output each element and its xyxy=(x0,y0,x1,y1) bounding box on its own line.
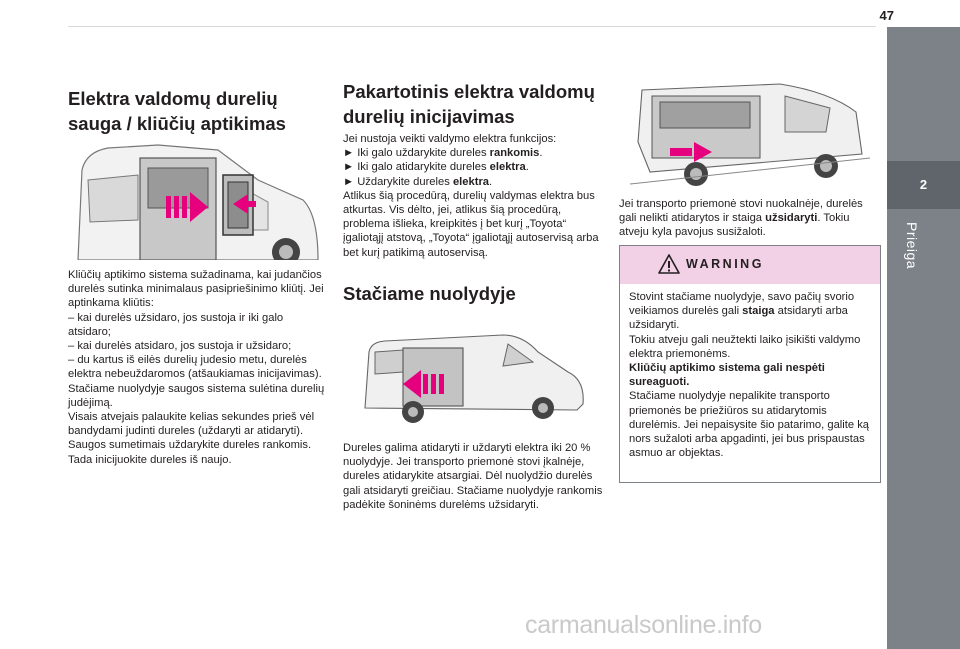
watermark: carmanualsonline.info xyxy=(525,611,762,639)
arrow-icon: ► xyxy=(343,147,355,160)
column-3-text xyxy=(619,197,881,240)
paragraph: Atlikus šią procedūrą, durelių valdymas elektra bus atkurtas. Vis dėlto, jei, atlikus šią procedūrą, problema išlieka, kreipkitės į bet kurį „Toyota“ įgaliotąjį atstovą, „Toyota“ įgaliotąjį autoservisą arba bet kurį patikimą autoservisą. xyxy=(343,189,599,259)
side-tab-upper xyxy=(887,27,960,161)
text-segment: Jei transporto priemonė stovi nuokalnėje, durelės gali nelikti atidarytos ir staiga xyxy=(619,198,863,225)
step-bold: elektra xyxy=(489,161,526,174)
van-downhill-illustration xyxy=(630,82,870,188)
paragraph: Jei nustoja veikti valdymo elektra funkcijos: xyxy=(343,133,557,145)
column-2-slope-text xyxy=(343,441,605,512)
step-text: Iki galo atidarykite dureles xyxy=(357,161,490,174)
van-slope-illustration xyxy=(363,332,588,432)
warning-title: WARNING xyxy=(686,257,764,271)
step-end: . xyxy=(525,161,529,174)
heading-reinit: Pakartotinis elektra valdomų durelių inicijavimas xyxy=(343,81,595,127)
step-end: . xyxy=(539,147,543,160)
warning-body xyxy=(620,284,880,460)
step-text: Uždarykite dureles xyxy=(357,175,453,188)
column-1 xyxy=(68,86,328,136)
paragraph xyxy=(629,290,870,333)
side-tab-lower xyxy=(887,209,960,649)
section-tab[interactable]: 2 xyxy=(887,161,960,209)
step-text: Iki galo uždarykite dureles xyxy=(357,147,490,160)
heading-door-safety: Elektra valdomų durelių sauga / kliūčių aptikimas xyxy=(68,88,286,134)
step-end: . xyxy=(489,175,493,188)
step-bold: elektra xyxy=(452,175,490,188)
paragraph: Saugos sumetimais uždarykite dureles rankomis. Tada inicijuokite dureles iš naujo. xyxy=(68,439,312,466)
paragraph: Visais atvejais palaukite kelias sekundes prieš vėl bandydami judinti dureles (uždaryti ar atidaryti). xyxy=(68,411,315,438)
paragraph: Kliūčių aptikimo sistema sužadinama, kai judančios durelės sutinka minimalaus pasipriešinimo kliūtį. Jei aptinkama kliūtis: xyxy=(68,269,324,310)
step-bold: rankomis xyxy=(489,147,540,160)
text-bold: staiga xyxy=(742,305,775,318)
text-segment: Stovint stačiame nuolydyje, savo pačių svorio veikiamos durelės gali xyxy=(629,291,855,318)
section-label: Prieiga xyxy=(904,222,920,270)
column-2 xyxy=(343,79,605,306)
paragraph: Tokiu atveju gali neužtekti laiko įsikišti valdymo elektra priemonėms. xyxy=(629,333,861,360)
header-rule xyxy=(68,26,876,27)
paragraph: Dureles galima atidaryti ir uždaryti elektra iki 20 % nuolydyje. Jei transporto priemonė stovi įkalnėje, dureles atidarykite atsargiai. Dėl nuolydžio durelės gali atsidaryti greičiau. Stačiame nuolydyje rankomis padėkite šoninėms durelėms užsidaryti. xyxy=(343,442,603,511)
page-number: 47 xyxy=(879,8,894,23)
arrow-icon: ► xyxy=(343,161,355,174)
list-item: – kai durelės užsidaro, jos sustoja ir iki galo atsidaro; xyxy=(68,311,284,338)
list-item: – kai durelės atsidaro, jos sustoja ir užsidaro; xyxy=(68,340,292,353)
paragraph: Stačiame nuolydyje nepalikite transporto priemonės be priežiūros su atidarytomis durelėmis. Jei nepaisysite šio patarimo, galite ką nors sužaloti arba apgadinti, jei bus prispaustas asmuo ar objektas. xyxy=(629,390,870,460)
paragraph xyxy=(619,197,881,240)
text-segment: atsidaryti arba užsidaryti. xyxy=(629,305,848,332)
arrow-icon: ► xyxy=(343,175,355,188)
paragraph: Kliūčių aptikimo sistema gali nespėti sureaguoti. xyxy=(629,362,825,389)
step-item xyxy=(343,146,605,160)
text-segment: . Tokiu atveju kyla pavojus susižaloti. xyxy=(619,212,850,239)
step-item xyxy=(343,175,605,189)
heading-slope: Stačiame nuolydyje xyxy=(343,282,516,304)
warning-box xyxy=(619,245,881,483)
paragraph: Stačiame nuolydyje saugos sistema sulėtina durelių judėjimą. xyxy=(68,382,325,409)
text-bold: užsidaryti xyxy=(765,212,818,225)
column-1-text xyxy=(68,268,328,467)
door-obstacle-illustration xyxy=(68,140,328,260)
step-item xyxy=(343,160,605,174)
list-item: – du kartus iš eilės durelių judesio metu, durelės elektra nebeuždaromos (atšaukiamas inicijavimas). xyxy=(68,354,322,381)
warning-triangle-icon xyxy=(658,254,680,274)
warning-header xyxy=(620,246,880,284)
